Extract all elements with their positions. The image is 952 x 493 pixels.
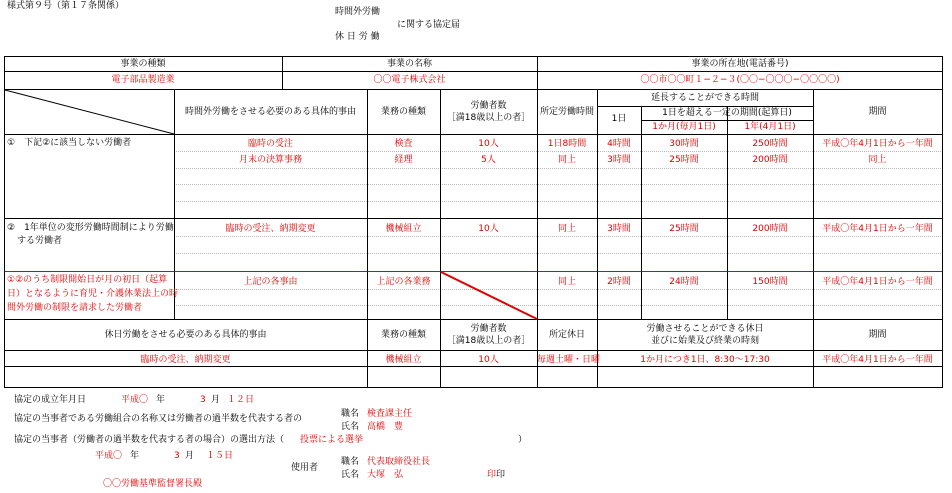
row-job: 機械組立 [385,224,422,234]
row-job: 経理 [394,155,413,165]
business-type: 電子部品製造業 [111,75,175,85]
row-job: 検査 [394,139,413,149]
row-term: 平成〇年4月1日から一年間 [822,224,933,234]
form-number: 様式第９号（第１７条関係） [7,1,125,11]
row-year: 250時間 [752,139,788,149]
row-term: 平成〇年4月1日から一年間 [822,277,933,287]
overtime-reason-header: 時間外労働をさせる必要のある具体的事由 [184,107,356,117]
signing-date-year: 年 [130,451,140,461]
row-day: 3時間 [607,224,631,234]
business-name: 〇〇電子株式会社 [373,75,446,85]
per-day-header: 1日 [611,114,627,124]
row-workers: 5人 [481,155,496,165]
holiday-workers-header: 労働者数 [470,324,507,334]
signing-date-era: 平成〇 [95,451,123,461]
holiday-possible: 1か月につき1日、8:30〜17:30 [640,355,770,365]
per-month-header: 1か月(毎月1日) [652,122,716,132]
selection-method-label: 協定の当事者（労働者の過半数を代表する者の場合）の選出方法（ [14,435,285,445]
row-year: 150時間 [752,277,788,287]
row-prescribed: 同上 [557,224,576,234]
row-prescribed: 同上 [557,277,576,287]
row-day: 4時間 [607,139,631,149]
business-location-header: 事業の所在地(電話番号) [691,59,789,69]
agreement-date-era: 平成〇 [121,395,149,405]
row-workers: 10人 [478,139,499,149]
row-reason: 臨時の受注 [247,139,293,149]
section-3-label-line2: 日）となるように育児・介護休業法上の時 [7,289,179,299]
employer-label: 使用者 [291,463,319,473]
holiday-reason-header: 休日労働をさせる必要のある具体的事由 [104,330,267,340]
term-header: 期間 [868,107,887,117]
row-month: 30時間 [669,139,699,149]
employer-name: 大塚 弘 [367,470,404,480]
row-prescribed: 1日8時間 [547,139,587,149]
holiday-job: 機械組立 [385,355,422,365]
employer-title: 代表取締役社長 [367,457,431,467]
section-3-label-line1: ①②のうち制限開始日が月の初日（起算 [7,275,168,285]
per-year-header: 1年(4月1日) [744,122,796,132]
title-holiday: 休 日 労 働 [335,32,380,42]
row-month: 25時間 [669,224,699,234]
selection-method-close: ） [518,435,528,445]
row-prescribed: 同上 [557,155,576,165]
agreement-date-month: 月 [211,395,221,405]
row-term: 同上 [868,155,887,165]
seal-mark: 印印 [487,470,506,480]
workers-subheader: ［満18歳以上の者］ [446,113,531,123]
section-2-label-line1: ② 1年単位の変形労働時間制により労働 [7,223,174,233]
row-term: 平成〇年4月1日から一年間 [822,139,933,149]
business-type-header: 事業の種類 [120,59,166,69]
row-day: 2時間 [607,277,631,287]
signing-date-day: １５日 [206,451,234,461]
section-1-label: ① 下記②に該当しない労働者 [7,138,132,148]
labor-office: 〇〇労働基準監督署長殿 [103,479,203,489]
row-reason: 臨時の受注、納期変更 [225,224,316,234]
title-overtime: 時間外労働 [335,7,381,17]
holiday-possible-header-2: 並びに始業及び終業の時刻 [650,336,759,346]
row-reason: 月末の決算事務 [238,155,302,165]
holiday-job-header: 業務の種類 [380,330,426,340]
employer-title-label: 職名 [341,457,360,467]
row-job: 上記の各業務 [376,277,431,287]
holiday-term-header: 期間 [868,330,887,340]
job-type-header: 業務の種類 [380,107,426,117]
agreement-date-year: 年 [156,395,166,405]
holiday-possible-header-1: 労働させることができる休日 [646,324,764,334]
holiday-term: 平成〇年4月1日から一年間 [822,355,933,365]
representative-name: 高橋 豊 [367,422,404,432]
business-name-header: 事業の名称 [386,59,432,69]
agreement-party-label: 協定の当事者である労働組合の名称又は労働者の過半数を代表する者の [14,414,303,424]
row-reason: 上記の各事由 [243,277,298,287]
representative-title: 検査課主任 [367,409,413,419]
representative-title-label: 職名 [341,409,360,419]
period-header: 1日を超える一定の期間(起算日) [662,108,792,118]
agreement-date-label: 協定の成立年月日 [14,395,87,405]
prescribed-hours-header: 所定労働時間 [539,107,594,117]
holiday-days: 毎週土曜・日曜 [537,355,601,365]
holiday-workers-subheader: ［満18歳以上の者］ [446,336,531,346]
agreement-date-day: １２日 [227,395,255,405]
row-month: 24時間 [669,277,699,287]
holiday-workers: 10人 [478,355,499,365]
representative-name-label: 氏名 [341,422,360,432]
row-year: 200時間 [752,155,788,165]
signing-date-month: 月 [185,451,195,461]
business-location: 〇〇市〇〇町１−２−３(〇〇−〇〇〇−〇〇〇〇) [640,75,840,85]
signing-date-month-num: 3 [174,451,180,461]
agreement-date-month-num: 3 [200,395,206,405]
workers-header: 労働者数 [470,101,507,111]
title-agreement: に関する協定届 [397,20,461,30]
extendable-hours-header: 延長することができる時間 [650,93,759,103]
section-2-label-line2: する労働者 [17,236,63,246]
employer-name-label: 氏名 [341,470,360,480]
row-year: 200時間 [752,224,788,234]
row-day: 3時間 [607,155,631,165]
prescribed-holiday-header: 所定休日 [548,330,585,340]
row-month: 25時間 [669,155,699,165]
section-3-label-line3: 間外労働の制限を請求した労働者 [7,303,143,313]
row-workers: 10人 [478,224,499,234]
holiday-reason: 臨時の受注、納期変更 [140,355,231,365]
selection-method: 投票による選挙 [300,435,364,445]
